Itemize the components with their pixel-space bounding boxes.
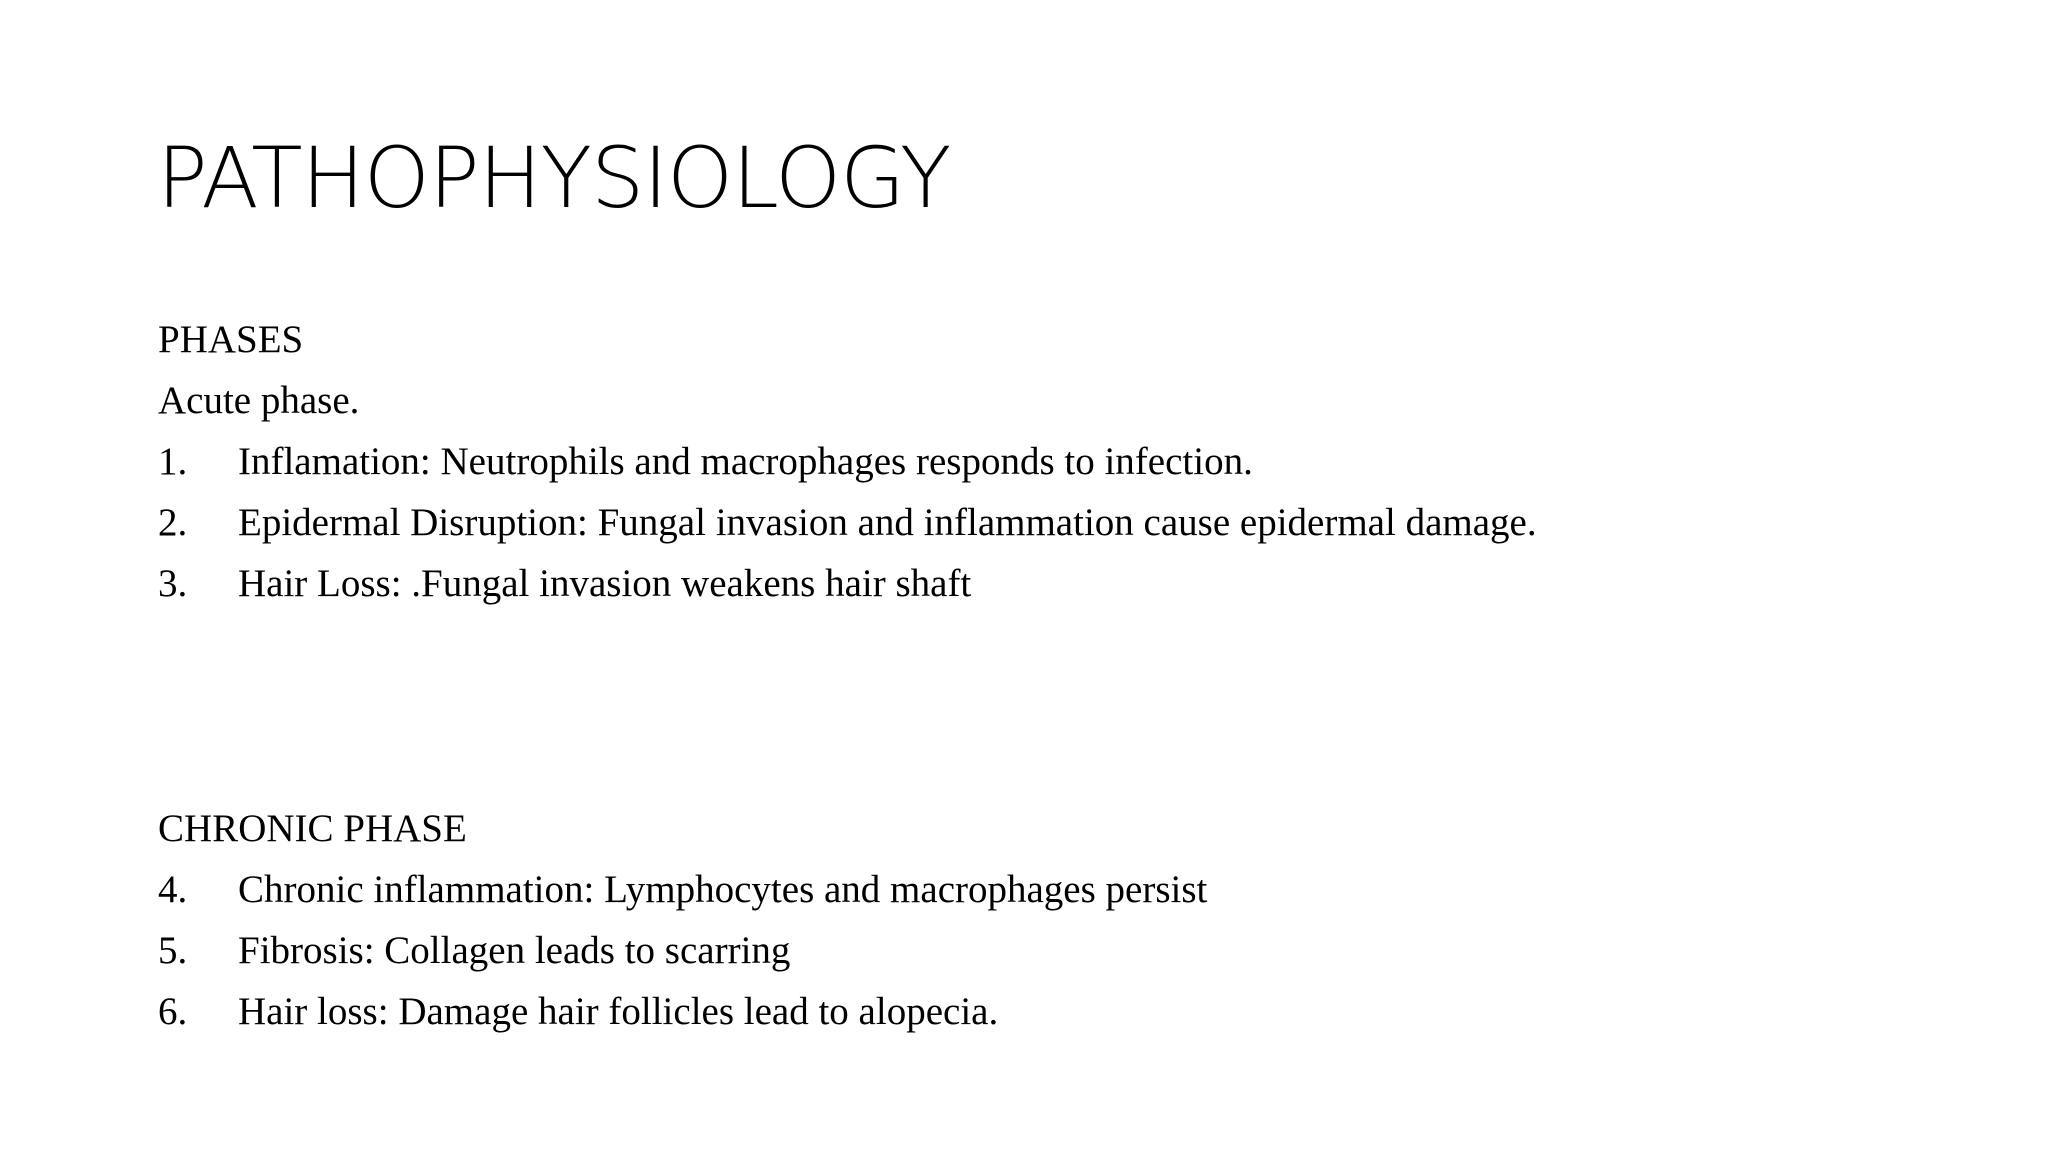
slide-title: PATHOPHYSIOLOGY <box>157 129 951 227</box>
acute-phase-section <box>158 309 1537 614</box>
list-item-number: 6. <box>158 990 188 1033</box>
list-item-text: Fibrosis: Collagen leads to scarring <box>238 929 791 972</box>
list-item-number: 1. <box>158 440 188 483</box>
list-item-number: 4. <box>158 868 188 911</box>
phases-heading: PHASES <box>158 318 304 361</box>
list-item <box>158 553 972 614</box>
list-item <box>158 492 1537 553</box>
list-item-number: 3. <box>158 562 188 605</box>
acute-phase-subheading: Acute phase. <box>158 379 360 422</box>
list-item <box>158 431 1253 492</box>
chronic-phase-section <box>158 798 1208 1042</box>
list-item <box>158 859 1208 920</box>
list-item-text: Chronic inflammation: Lymphocytes and macrophages persist <box>238 868 1208 911</box>
chronic-phase-heading: CHRONIC PHASE <box>158 807 467 850</box>
list-item <box>158 920 791 981</box>
list-item-text: Epidermal Disruption: Fungal invasion and inflammation cause epidermal damage. <box>238 501 1537 544</box>
list-item-text: Inflamation: Neutrophils and macrophages responds to infection. <box>238 440 1253 483</box>
list-item-number: 5. <box>158 929 188 972</box>
list-item-text: Hair Loss: .Fungal invasion weakens hair shaft <box>238 562 972 605</box>
list-item <box>158 981 999 1042</box>
list-item-text: Hair loss: Damage hair follicles lead to alopecia. <box>238 990 999 1033</box>
list-item-number: 2. <box>158 501 188 544</box>
